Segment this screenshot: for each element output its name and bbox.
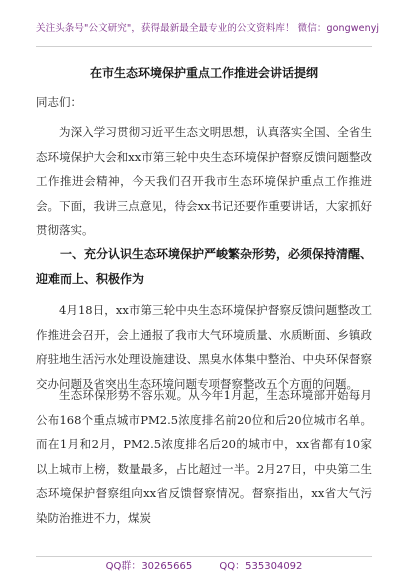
footer-contact <box>36 560 372 574</box>
footer-divider <box>36 556 372 557</box>
document-title: 在市生态环境保护重点工作推进会讲话提纲 <box>89 66 318 80</box>
section-heading-1: 一、充分认识生态环境保护严峻繁杂形势，必须保持清醒、迎难而上、积极作为 <box>36 247 373 286</box>
footer-qq-group: QQ群：30265665 <box>105 561 193 572</box>
header-promo-text: 关注头条号"公文研究"，获得最新最全最专业的公文资料库！ 微信：gongwenyj <box>36 23 380 34</box>
footer-qq-number: QQ：535304092 <box>219 561 303 572</box>
greeting-text: 同志们： <box>36 95 82 109</box>
header-divider <box>36 46 372 47</box>
paragraph-meeting: 4月18日，xx市第三轮中央生态环境保护督察反馈问题整改工作推进会召开，会上通报了我市大气环境质量、水质断面、乡镇政府驻地生活污水处理设施建设、黑臭水体集中整治、中央环保督察交办问题及省突出生态环境问题专项督察整改五个方面的问题。 <box>36 303 372 391</box>
paragraph-situation: 生态环保形势不容乐观。从今年1月起，生态环境部开始每月公布168个重点城市PM2.5浓度排名前20位和后20位城市名单。而在1月和2月，PM2.5浓度排名后20的城市中，xx省都有10家以上城市上榜，数量最多，占比超过一半。2月27日，中央第二生态环境保护督察组向xx省反馈督察情况。督察指出，xx省大气污染防治推进不力，煤炭 <box>36 388 372 525</box>
paragraph-intro: 为深入学习贯彻习近平生态文明思想，认真落实全国、全省生态环境保护大会和xx市第三轮中央生态环境保护督察反馈问题整改工作推进会精神，今天我们召开我市生态环境保护重点工作推进会。下面，我讲三点意见，待会xx书记还要作重要讲话，大家抓好贯彻落实。 <box>36 125 372 237</box>
